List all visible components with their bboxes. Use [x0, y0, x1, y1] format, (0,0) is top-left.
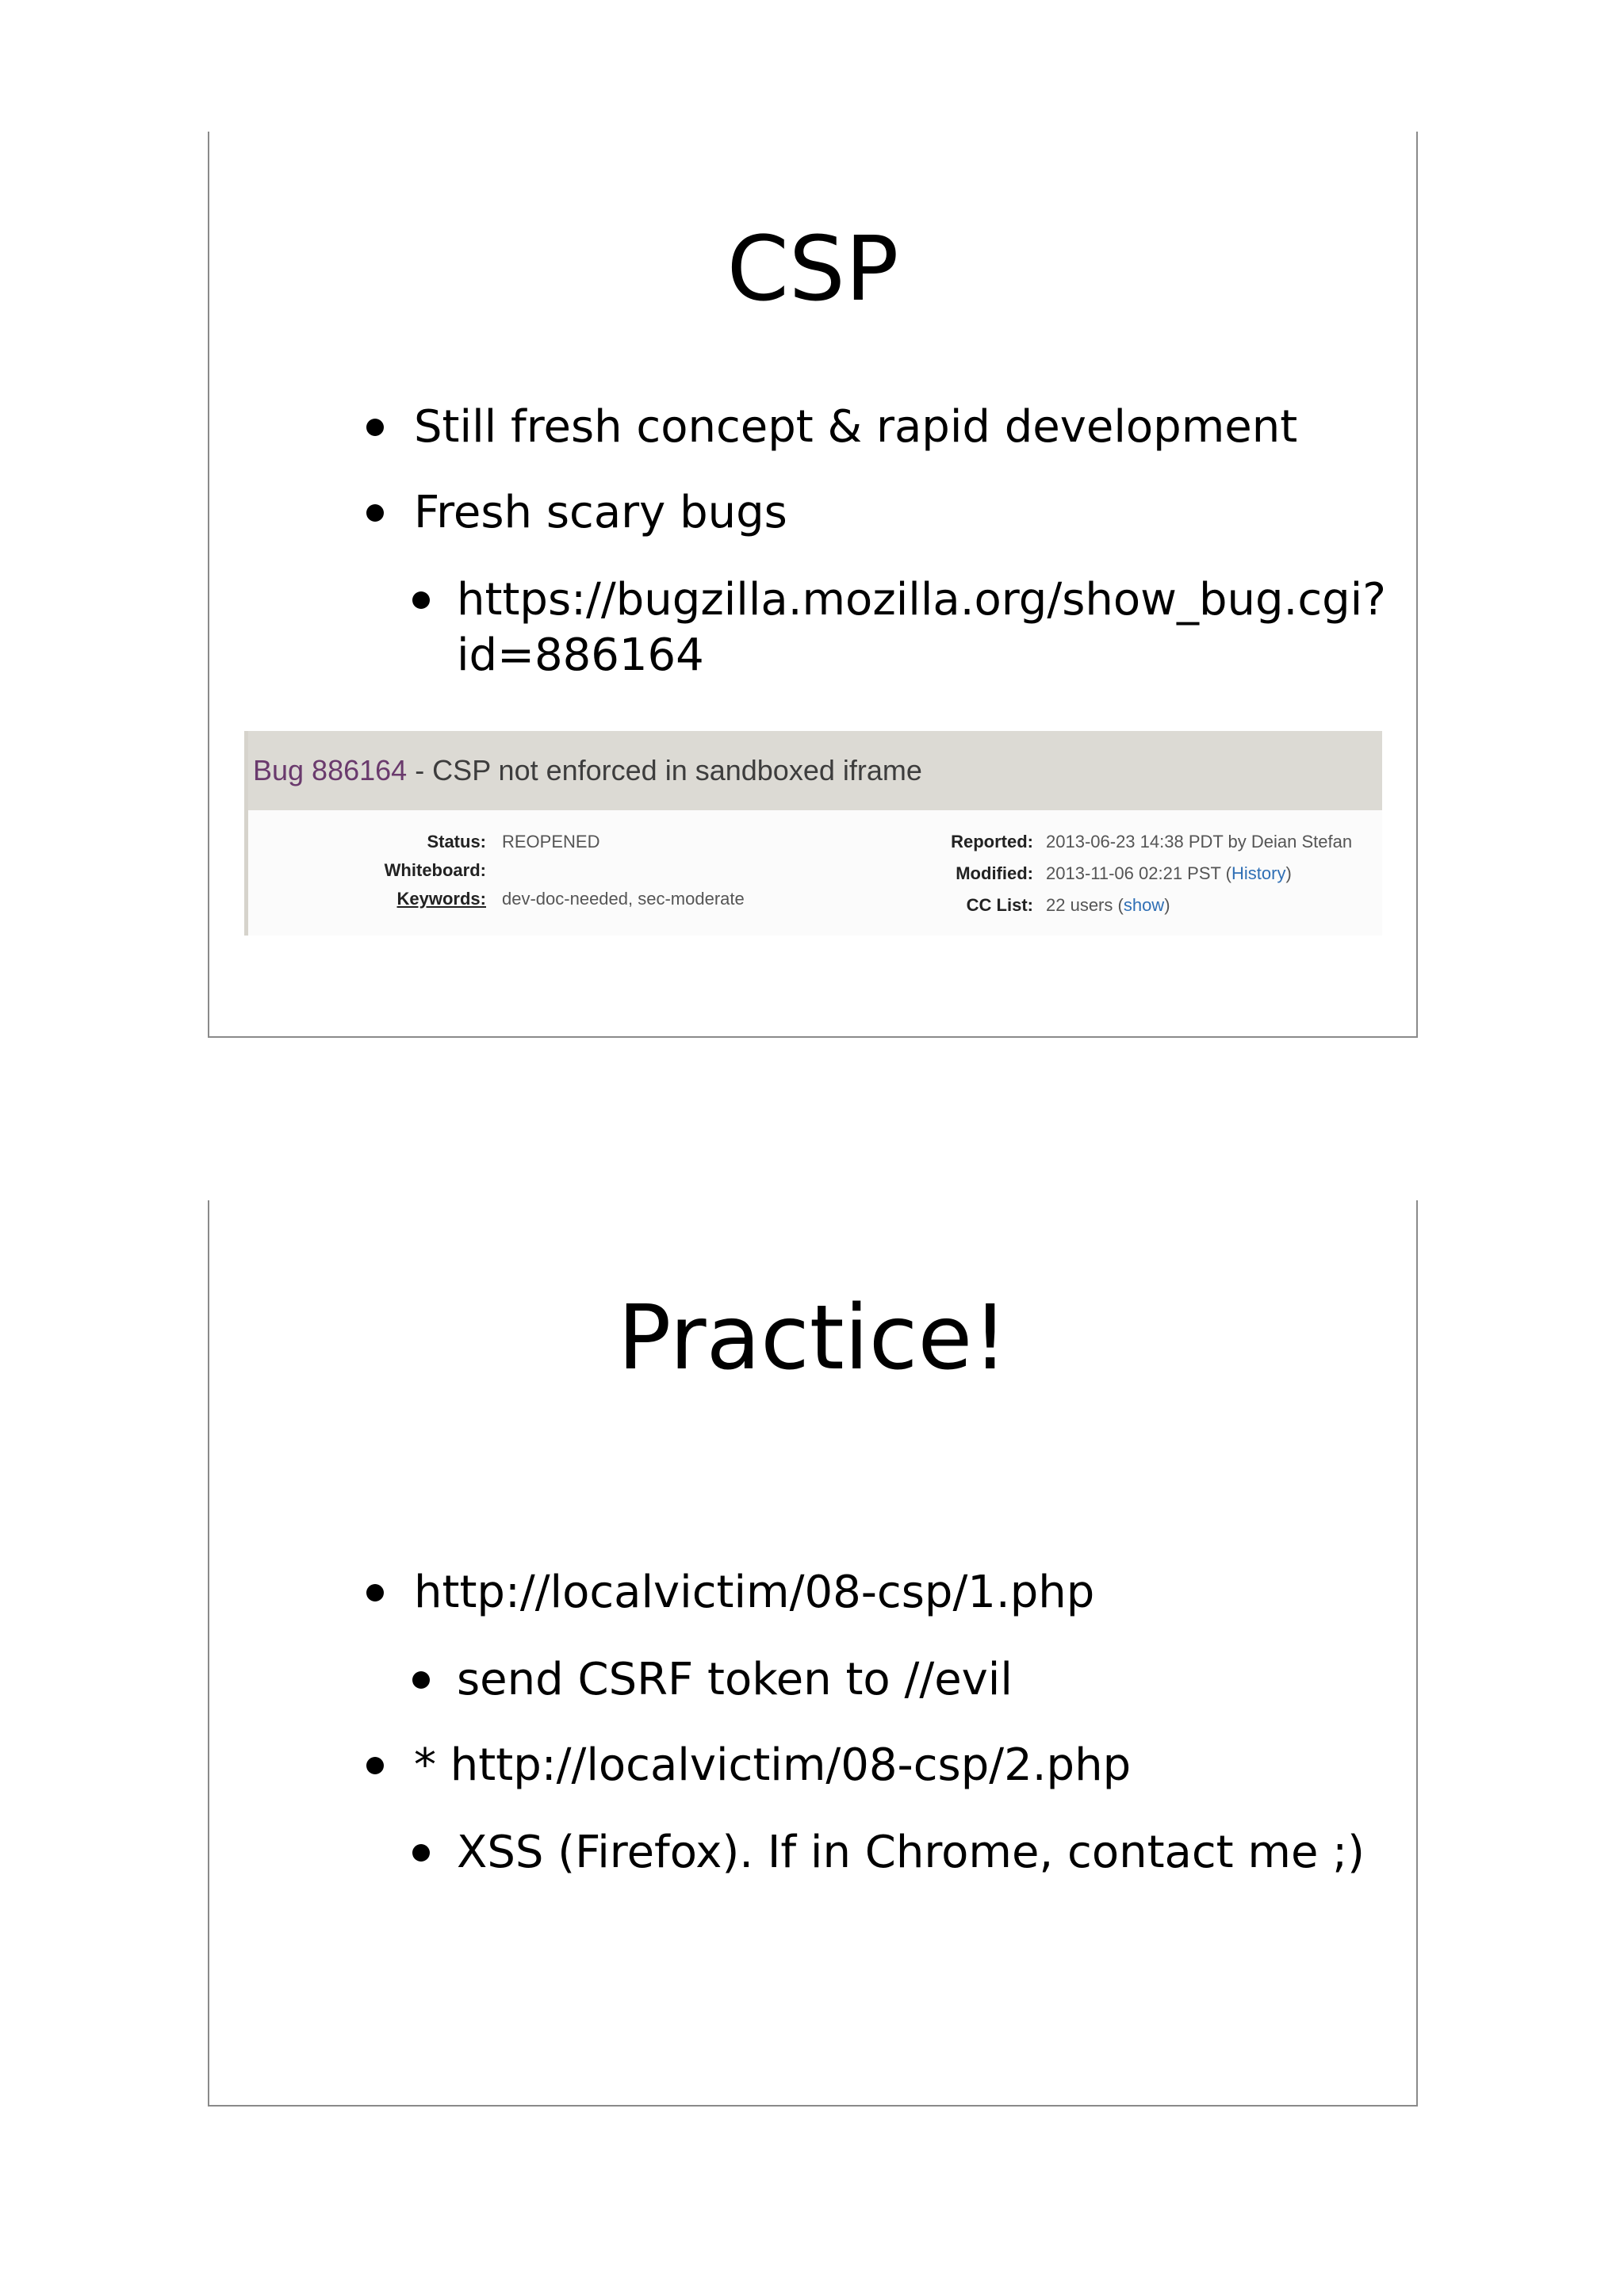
keywords-value: dev-doc-needed, sec-moderate	[502, 889, 745, 909]
bullet-text: Fresh scary bugs	[414, 487, 787, 538]
bug-url-line2: id=886164	[457, 629, 704, 681]
show-link[interactable]: show	[1123, 895, 1165, 915]
slide-title: Practice!	[617, 1287, 1009, 1390]
slide-csp	[208, 132, 1418, 1038]
cc-list-label: CC List:	[966, 895, 1033, 915]
modified-value	[1046, 863, 1292, 885]
sub-bullet-item	[457, 1652, 1013, 1708]
bullet-text: * http://localvictim/08-csp/2.php	[414, 1739, 1132, 1791]
status-label: Status:	[427, 832, 486, 851]
slide-practice	[208, 1200, 1418, 2107]
bullet-text: http://localvictim/08-csp/1.php	[414, 1567, 1095, 1618]
sub-bullet-item	[457, 572, 1386, 683]
cc-count: 22 users (	[1046, 895, 1124, 915]
bugzilla-screenshot	[244, 731, 1382, 936]
reported-value: 2013-06-23 14:38 PDT by Deian Stefan	[1046, 832, 1353, 851]
sub-bullet-item	[457, 1825, 1365, 1881]
cc-paren: )	[1164, 895, 1170, 915]
bullet-text: send CSRF token to //evil	[457, 1654, 1013, 1705]
bullet-item	[414, 485, 787, 541]
bullet-dot-icon	[412, 1671, 430, 1689]
bug-summary: - CSP not enforced in sandboxed iframe	[407, 754, 922, 786]
modified-paren: )	[1285, 863, 1292, 883]
bullet-dot-icon	[366, 504, 384, 522]
slide-title: CSP	[726, 218, 899, 321]
bullet-text: Still fresh concept & rapid development	[414, 401, 1298, 453]
bullet-dot-icon	[366, 1757, 384, 1774]
bullet-item	[414, 400, 1297, 455]
modified-label: Modified:	[956, 863, 1033, 883]
reported-label: Reported:	[951, 832, 1033, 851]
bug-header	[248, 731, 1382, 810]
bullet-dot-icon	[366, 419, 384, 436]
bullet-text: XSS (Firefox). If in Chrome, contact me ;)	[457, 1827, 1365, 1878]
bullet-dot-icon	[412, 591, 430, 609]
bullet-item	[414, 1738, 1131, 1793]
whiteboard-label: Whiteboard:	[384, 860, 486, 880]
bug-url-line1: https://bugzilla.mozilla.org/show_bug.cgi?	[457, 574, 1386, 626]
bullet-dot-icon	[366, 1584, 384, 1601]
history-link[interactable]: History	[1231, 863, 1286, 883]
cc-list-value	[1046, 894, 1170, 916]
modified-date: 2013-11-06 02:21 PST (	[1046, 863, 1232, 883]
bug-title	[253, 753, 922, 788]
keywords-label[interactable]: Keywords:	[396, 889, 486, 909]
bullet-item	[414, 1565, 1094, 1621]
bug-number-link[interactable]: Bug 886164	[253, 754, 408, 786]
bullet-dot-icon	[412, 1844, 430, 1862]
status-value: REOPENED	[502, 832, 600, 851]
